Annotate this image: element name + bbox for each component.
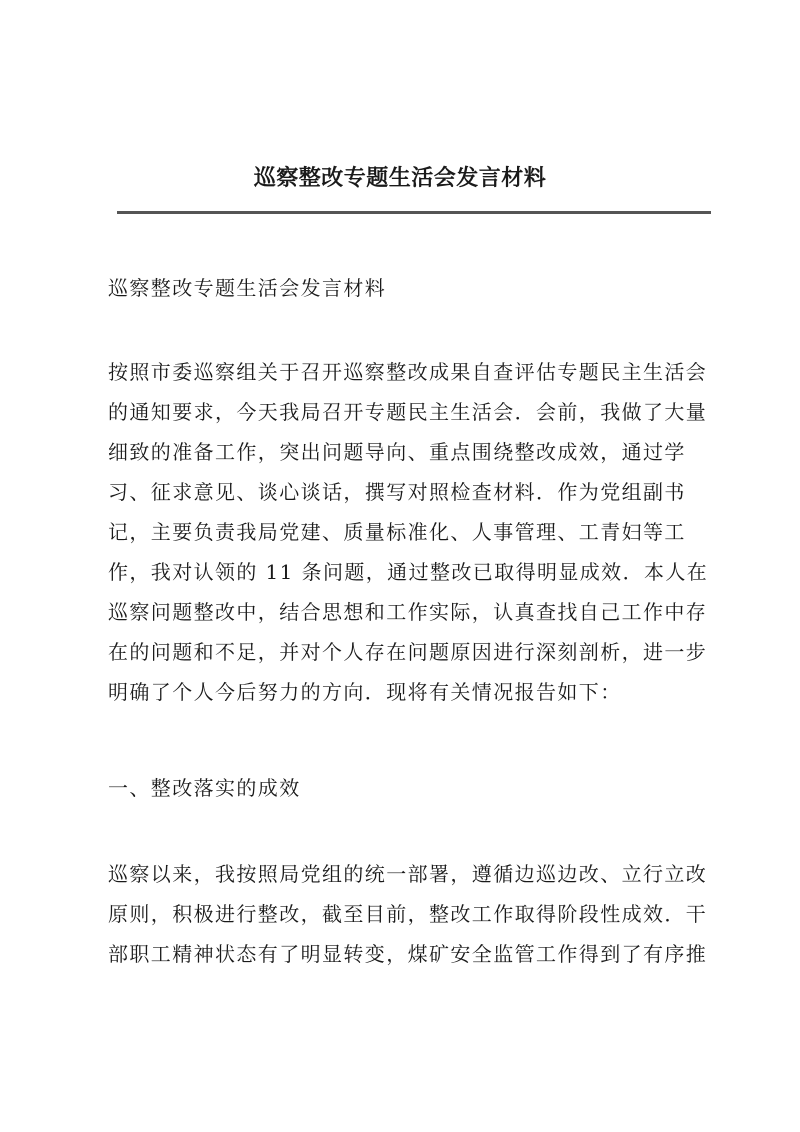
document-subtitle (108, 268, 718, 308)
section-heading (108, 768, 718, 808)
paragraph-line: 习、征求意见、谈心谈话，撰写对照检查材料．作为党组副书 (108, 480, 686, 504)
paragraph-line: 作，我对认领的 11 条问题，通过整改已取得明显成效．本人在 (108, 560, 709, 584)
paragraph-line: 细致的准备工作，突出问题导向、重点围绕整改成效，通过学 (108, 440, 686, 464)
paragraph-line: 原则，积极进行整改，截至目前，整改工作取得阶段性成效．干 (108, 902, 708, 926)
intro-paragraph (108, 352, 718, 712)
paragraph-line: 部职工精神状态有了明显转变，煤矿安全监管工作得到了有序推 (108, 942, 708, 966)
paragraph-line: 巡察问题整改中，结合思想和工作实际，认真查找自己工作中存 (108, 600, 708, 624)
paragraph-line: 按照市委巡察组关于召开巡察整改成果自查评估专题民主生活会 (108, 360, 708, 384)
paragraph-line: 巡察以来，我按照局党组的统一部署，遵循边巡边改、立行立改 (108, 862, 708, 886)
paragraph-line: 记，主要负责我局党建、质量标准化、人事管理、工青妇等工 (108, 520, 686, 544)
paragraph-line: 在的问题和不足，并对个人存在问题原因进行深刻剖析，进一步 (108, 640, 708, 664)
title-divider (117, 211, 711, 214)
document-title: 巡察整改专题生活会发言材料 (253, 165, 547, 191)
paragraph-line: 明确了个人今后努力的方向．现将有关情况报告如下： (108, 680, 622, 704)
subtitle-line: 巡察整改专题生活会发言材料 (108, 276, 387, 300)
section-paragraph (108, 854, 718, 974)
section-heading-text: 一、整改落实的成效 (108, 776, 301, 800)
paragraph-line: 的通知要求，今天我局召开专题民主生活会．会前，我做了大量 (108, 400, 708, 424)
